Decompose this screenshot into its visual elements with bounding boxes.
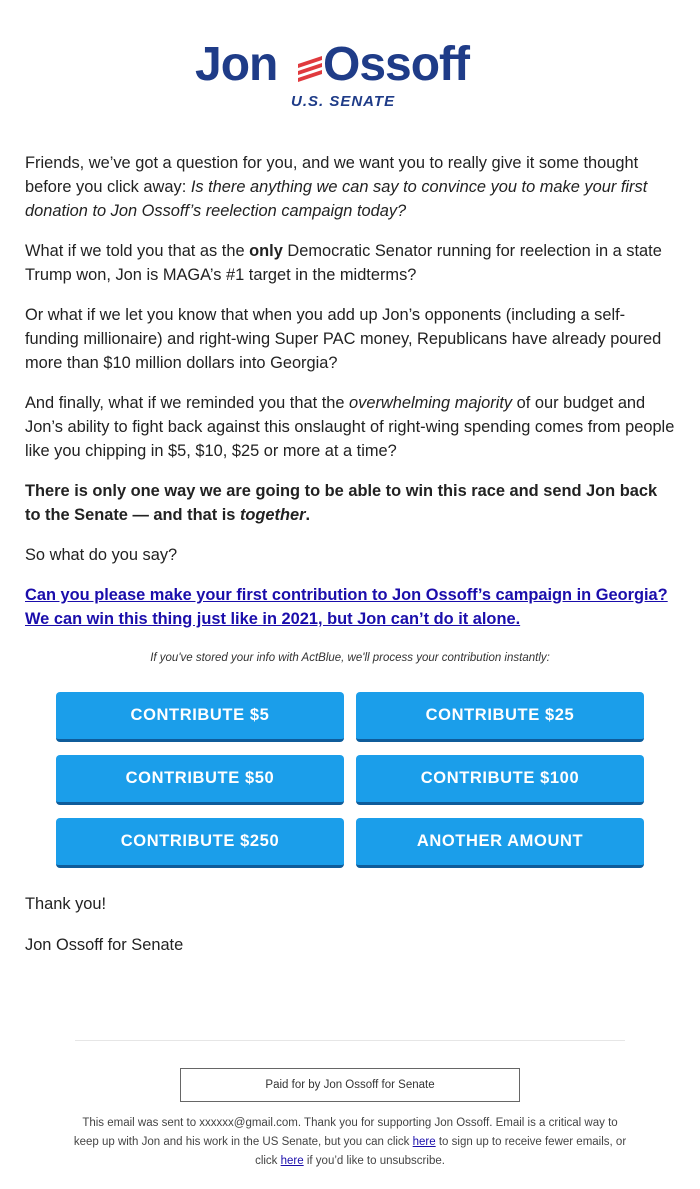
logo-name-right: Ossoff (323, 38, 470, 91)
logo-graphic (195, 36, 505, 116)
paragraph-opponents: Or what if we let you know that when you add up Jon’s opponents (including a self-funding millionaire) and right-wing Super PAC money, Republicans have already poured more than $10 million dollars into Georgia? (25, 306, 662, 372)
contribute-250-button[interactable]: CONTRIBUTE $250 (56, 818, 344, 868)
contribute-25-button[interactable]: CONTRIBUTE $25 (356, 692, 644, 742)
campaign-logo (0, 36, 700, 116)
fewer-emails-link[interactable]: here (412, 1136, 436, 1148)
paragraph-intro: Friends, we’ve got a question for you, and we want you to really give it some thought before you click away: Is there anything we can say to convince you to make your first donation to Jon Ossoff’s reelection campaign today? (25, 154, 648, 220)
unsubscribe-link[interactable]: here (280, 1155, 304, 1167)
contribute-50-button[interactable]: CONTRIBUTE $50 (56, 755, 344, 805)
logo-name-left: Jon (195, 38, 278, 91)
contribute-100-button[interactable]: CONTRIBUTE $100 (356, 755, 644, 805)
paid-for-disclaimer: Paid for by Jon Ossoff for Senate (180, 1068, 520, 1102)
logo-stripes-icon (298, 56, 322, 82)
thanks-text: Thank you! (25, 895, 107, 913)
footer-text: This email was sent to xxxxxx@gmail.com. Thank you for supporting Jon Ossoff. Email is a critical way to keep up with Jon and his work in the US Senate, but you can click here to sign up to receive fewer emails, or click here if you’d like to unsubscribe. (73, 1117, 627, 1167)
paragraph-cta (25, 583, 675, 631)
paragraph-together: There is only one way we are going to be able to win this race and send Jon back to the Senate — and that is together. (25, 482, 658, 524)
paragraph-budget: And finally, what if we reminded you that the overwhelming majority of our budget and Jon’s ability to fight back against this onslaught of right-wing spending comes from people like you chipping in $5, $10, $25 or more at a time? (25, 394, 675, 460)
another-amount-button[interactable]: ANOTHER AMOUNT (356, 818, 644, 868)
paragraph-question: So what do you say? (25, 546, 178, 564)
footer-divider (75, 1040, 625, 1041)
contribution-cta-link[interactable]: Can you please make your first contribution to Jon Ossoff’s campaign in Georgia? We can win this thing just like in 2021, but Jon can’t do it alone. (25, 586, 668, 628)
email-body (25, 151, 675, 647)
signature-text: Jon Ossoff for Senate (25, 936, 184, 954)
email-closing (25, 892, 675, 974)
paragraph-target: What if we told you that as the only Democratic Senator running for reelection in a state Trump won, Jon is MAGA’s #1 target in the midterms? (25, 242, 662, 284)
logo-subtitle: U.S. SENATE (291, 93, 396, 110)
contribute-5-button[interactable]: CONTRIBUTE $5 (56, 692, 344, 742)
actblue-note: If you've stored your info with ActBlue, we'll process your contribution instantly: (150, 652, 550, 664)
